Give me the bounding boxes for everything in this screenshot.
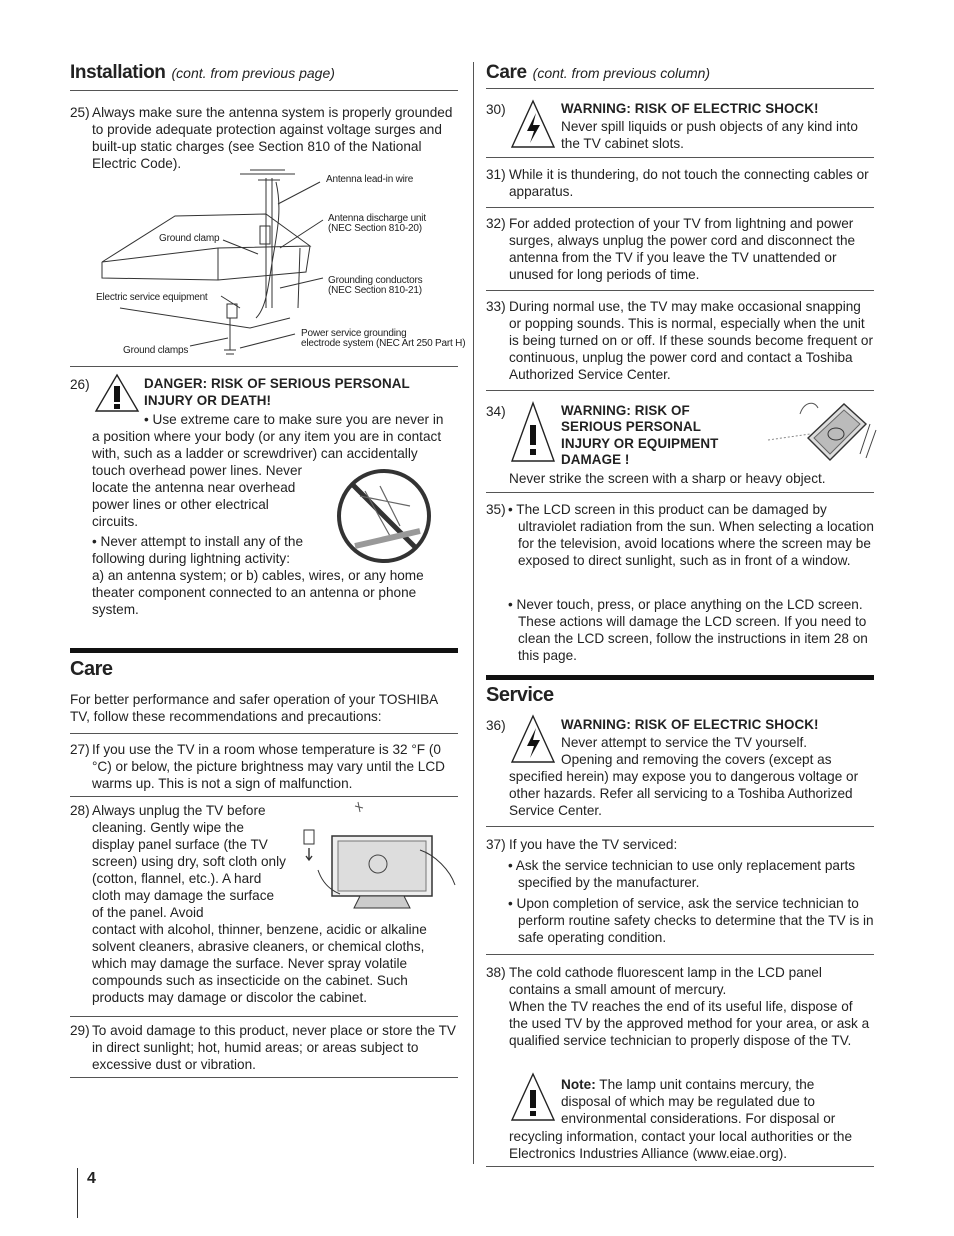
item-27-number: 27) <box>70 742 90 757</box>
item-34-heading-2: SERIOUS PERSONAL <box>561 419 701 434</box>
item-38-text-a: The cold cathode fluorescent lamp in the LCD panel contains a small amount of mercury. <box>509 965 822 997</box>
rule-before-26 <box>70 366 458 367</box>
rule-after-29 <box>70 1077 458 1078</box>
label-power-service-2: electrode system (NEC Art 250 Part H) <box>301 338 466 349</box>
page-number-rule <box>77 1168 78 1218</box>
item-34-heading-1: WARNING: RISK OF <box>561 403 690 418</box>
item-26-bullet-2: • Never attempt to install any of the following during lightning activity: <box>92 534 304 566</box>
item-36-number: 36) <box>486 718 506 733</box>
item-34-heading-4: DAMAGE ! <box>561 452 630 467</box>
rule-before-33 <box>486 290 874 291</box>
care-header-right <box>486 62 710 84</box>
item-36-text-c: specified herein) may expose you to dangerous voltage or other hazards. Refer all servicing to a Toshiba Authorized Service Center. <box>509 769 859 818</box>
care-section-title: Care <box>70 658 113 680</box>
rule-before-34 <box>486 390 874 391</box>
item-31-text: While it is thundering, do not touch the connecting cables or apparatus. <box>509 167 869 199</box>
item-37-text: If you have the TV serviced: <box>509 837 678 852</box>
service-section-bar <box>486 675 874 680</box>
note-label: Note: <box>561 1077 596 1092</box>
caution-warning-icon <box>510 401 556 465</box>
item-38-number: 38) <box>486 965 506 980</box>
item-36-heading: WARNING: RISK OF ELECTRIC SHOCK! <box>561 717 819 732</box>
item-26-line-3: touch overhead power lines. Never locate the antenna near overhead power lines or other electrical circuits. <box>92 463 303 529</box>
item-25-number: 25) <box>70 105 90 120</box>
header-rule-right <box>486 88 874 89</box>
note-text-a: The lamp unit contains mercury, the disposal of which may be regulated due to environmental considerations. For disposal or <box>561 1077 836 1126</box>
item-37-bullet-2: • Upon completion of service, ask the service technician to perform routine safety checks to determine that the TV is in safe operating condition. <box>508 896 874 945</box>
note-text-b: recycling information, contact your local authorities or the Electronics Industries Alliance (www.eiae.org). <box>509 1129 853 1161</box>
rule-before-38 <box>486 954 874 955</box>
item-33-number: 33) <box>486 299 506 314</box>
label-discharge-nec: (NEC Section 810-20) <box>328 223 422 234</box>
note-warning-icon <box>510 1072 556 1124</box>
page-number: 4 <box>87 1170 96 1187</box>
item-36-text-b: Opening and removing the covers (except as <box>561 752 832 767</box>
item-34-heading-3: INJURY OR EQUIPMENT <box>561 436 719 451</box>
item-28-text-a: Always unplug the TV before cleaning. Gently wipe the display panel surface (the TV screen) using dry, soft cloth only (cotton, flannel, etc.). A hard cloth may damage the surface of the panel. Avoid <box>92 803 286 920</box>
item-30-heading: WARNING: RISK OF ELECTRIC SHOCK! <box>561 101 819 116</box>
rule-before-32 <box>486 207 874 208</box>
installation-title: Installation <box>70 62 166 83</box>
column-divider <box>473 62 474 1164</box>
note-block <box>561 1076 866 1127</box>
item-26-line-4: a) an antenna system; or b) cables, wires, or any home theater component connected to an antenna or phone system. <box>92 568 424 617</box>
item-34-text: Never strike the screen with a sharp or heavy object. <box>509 471 826 486</box>
label-ground-clamp: Ground clamp <box>159 233 220 244</box>
rule-after-38 <box>486 1166 874 1167</box>
item-31-number: 31) <box>486 167 506 182</box>
item-26-number: 26) <box>70 377 90 392</box>
rule-before-31 <box>486 157 874 158</box>
item-30-number: 30) <box>486 102 506 117</box>
label-ground-clamps: Ground clamps <box>123 345 189 356</box>
item-26-line-2: a position where your body (or any item you are in contact with, such as a ladder or screwdriver) can accidentally <box>92 429 442 461</box>
label-grounding-conductors: Grounding conductors <box>328 275 423 286</box>
rule-before-35 <box>486 492 874 493</box>
item-33-text: During normal use, the TV may make occasional snapping or popping sounds. This is normal, especially when the unit is being turned on or off. If these sounds become frequent or continuous, unplug the power cord and contact a Toshiba Authorized Service Center. <box>509 299 873 382</box>
danger-warning-icon <box>94 373 140 413</box>
item-27-text: If you use the TV in a room whose temperature is 32 °F (0 °C) or below, the picture brightness may vary until the LCD warms up. This is not a sign of malfunction. <box>92 742 445 791</box>
item-26-heading-1: DANGER: RISK OF SERIOUS PERSONAL <box>144 376 410 391</box>
care-header-title: Care <box>486 62 527 83</box>
installation-cont: (cont. from previous page) <box>171 65 335 81</box>
care-section-bar <box>70 648 458 653</box>
rule-before-29 <box>70 1016 458 1017</box>
item-25-text: Always make sure the antenna system is properly grounded to provide adequate protection against voltage surges and built-up static charges (see Section 810 of the National Electric Code). <box>92 105 453 171</box>
item-35-bullet-2: • Never touch, press, or place anything on the LCD screen. These actions will damage the LCD screen. If you need to clean the LCD screen, follow the instructions in item 28 on this page. <box>508 597 868 663</box>
item-26-line-1: • Use extreme care to make sure you are never in <box>144 412 444 427</box>
care-header-cont: (cont. from previous column) <box>532 65 711 81</box>
label-power-service-1: Power service grounding <box>301 328 407 339</box>
electric-shock-icon <box>510 99 556 151</box>
service-section-title: Service <box>486 684 554 706</box>
label-antenna-lead-in: Antenna lead-in wire <box>326 174 414 185</box>
rule-before-27 <box>70 733 458 734</box>
item-35-bullet-1: • The LCD screen in this product can be damaged by ultraviolet radiation from the sun. When selecting a location for the television, avoid locations where the screen may be exposed to direct sunlight, such as in front of a window. <box>508 502 874 568</box>
care-intro: For better performance and safer operation of your TOSHIBA TV, follow these recommendations and precautions: <box>70 692 438 724</box>
screen-strike-icon <box>748 394 878 474</box>
item-38-text-b: When the TV reaches the end of its useful life, dispose of the used TV by the approved method for your area, or ask a qualified service technician to properly dispose of the TV. <box>509 999 870 1048</box>
label-discharge-unit: Antenna discharge unit <box>328 213 426 224</box>
installation-header <box>70 62 335 84</box>
item-32-text: For added protection of your TV from lightning and power surges, always unplug the power cord and disconnect the antenna from the TV if you leave the TV unattended or unused for long periods of time. <box>509 216 856 282</box>
item-36-text-a: Never attempt to service the TV yourself. <box>561 735 808 750</box>
item-32-number: 32) <box>486 216 506 231</box>
item-28-text-b: contact with alcohol, thinner, benzene, acidic or alkaline solvent cleaners, abrasive cleaners, or chemical cloths, which may damage the surface. Never spray volatile compounds such as insecticide on the cabinet. Such products may damage or discolor the cabinet. <box>92 922 427 1005</box>
item-28-number: 28) <box>70 803 90 818</box>
item-29-text: To avoid damage to this product, never place or store the TV in direct sunlight; hot, humid areas; or areas subject to excessive dust or vibration. <box>92 1023 456 1072</box>
header-rule-left <box>70 90 458 91</box>
item-30-text: Never spill liquids or push objects of any kind into the TV cabinet slots. <box>561 119 858 151</box>
item-35-number: 35) <box>486 502 506 517</box>
tv-cleaning-icon <box>300 800 458 912</box>
item-34-number: 34) <box>486 404 506 419</box>
rule-before-28 <box>70 796 458 797</box>
item-37-bullet-1: • Ask the service technician to use only replacement parts specified by the manufacturer. <box>508 858 856 890</box>
item-37-number: 37) <box>486 837 506 852</box>
item-29-number: 29) <box>70 1023 90 1038</box>
electric-shock-icon-service <box>510 714 556 766</box>
rule-before-37 <box>486 826 874 827</box>
label-electric-service: Electric service equipment <box>96 292 208 303</box>
item-26-heading-2: INJURY OR DEATH! <box>144 393 272 408</box>
label-grounding-nec: (NEC Section 810-21) <box>328 285 422 296</box>
no-power-lines-icon <box>330 466 438 566</box>
